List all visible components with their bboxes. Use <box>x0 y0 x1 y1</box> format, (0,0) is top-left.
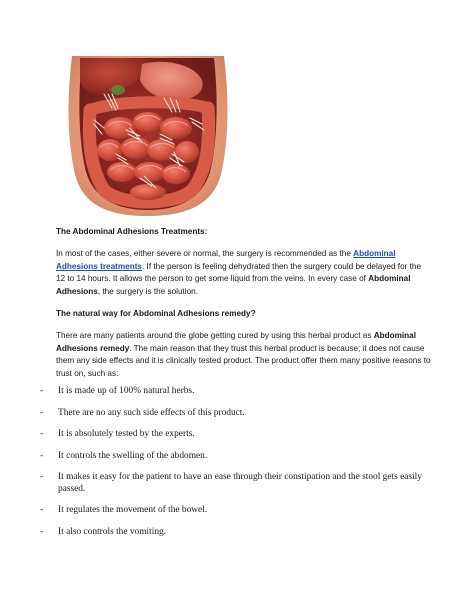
list-item-text: It also controls the vomiting. <box>58 526 167 537</box>
heading-natural-remedy: The natural way for Abdominal Adhesions remedy? <box>56 309 256 319</box>
list-item <box>40 505 440 517</box>
para2-text-1: There are many patients around the globe getting cured by using this herbal product as <box>56 331 374 341</box>
para2-text-2: . The main reason that they trust this herbal product is because; it does not cause them any side effects and it is clinically tested product. The product offer them many positive reasons to trust on, such as: <box>56 343 431 378</box>
list-item <box>40 408 440 420</box>
benefits-list <box>40 386 440 548</box>
list-item <box>40 472 440 495</box>
list-item <box>40 386 440 398</box>
list-item <box>40 429 440 441</box>
para1-text-1: In most of the cases, either severe or normal, the surgery is recommended as the <box>56 249 354 259</box>
abdominal-adhesions-illustration <box>60 50 235 218</box>
list-item <box>40 527 440 539</box>
list-item-text: There are no any such side effects of this product. <box>58 407 245 418</box>
list-item-text: It regulates the movement of the bowel. <box>58 505 208 515</box>
bullet-dash: - <box>40 429 44 439</box>
para2-bold-term: Abdominal Adhesions remedy <box>56 331 417 353</box>
para1-text-2: . If the person is feeling dehydrated then the surgery could be delayed for the 12 to 14 hours. It allows the person to get some liquid from the veins. In every case of <box>56 261 422 284</box>
bullet-dash: - <box>40 472 44 482</box>
paragraph-natural-remedy <box>56 330 432 380</box>
article-body <box>56 226 432 390</box>
para1-text-3: , the surgery is the solution. <box>97 286 198 296</box>
heading-treatments: The Abdominal Adhesions Treatments: <box>56 227 208 236</box>
bullet-dash: - <box>40 505 44 515</box>
list-item-text: It is made up of 100% natural herbs. <box>58 386 195 396</box>
bullet-dash: - <box>40 407 44 418</box>
list-item-text: It makes it easy for the patient to have an ease through their constipation and the stool gets easily passed. <box>58 472 422 494</box>
para1-bold-term: Abdominal Adhesions <box>56 274 411 296</box>
list-item <box>40 451 440 463</box>
bullet-dash: - <box>40 386 44 396</box>
list-item-text: It controls the swelling of the abdomen. <box>58 450 208 461</box>
paragraph-treatments <box>56 248 432 298</box>
bullet-dash: - <box>40 450 44 461</box>
bullet-dash: - <box>40 526 44 537</box>
list-item-text: It is absolutely tested by the experts. <box>58 429 195 439</box>
abdominal-adhesions-treatments-link[interactable]: Abdominal Adhesions treatments <box>56 249 396 271</box>
abdomen-image <box>60 50 235 218</box>
